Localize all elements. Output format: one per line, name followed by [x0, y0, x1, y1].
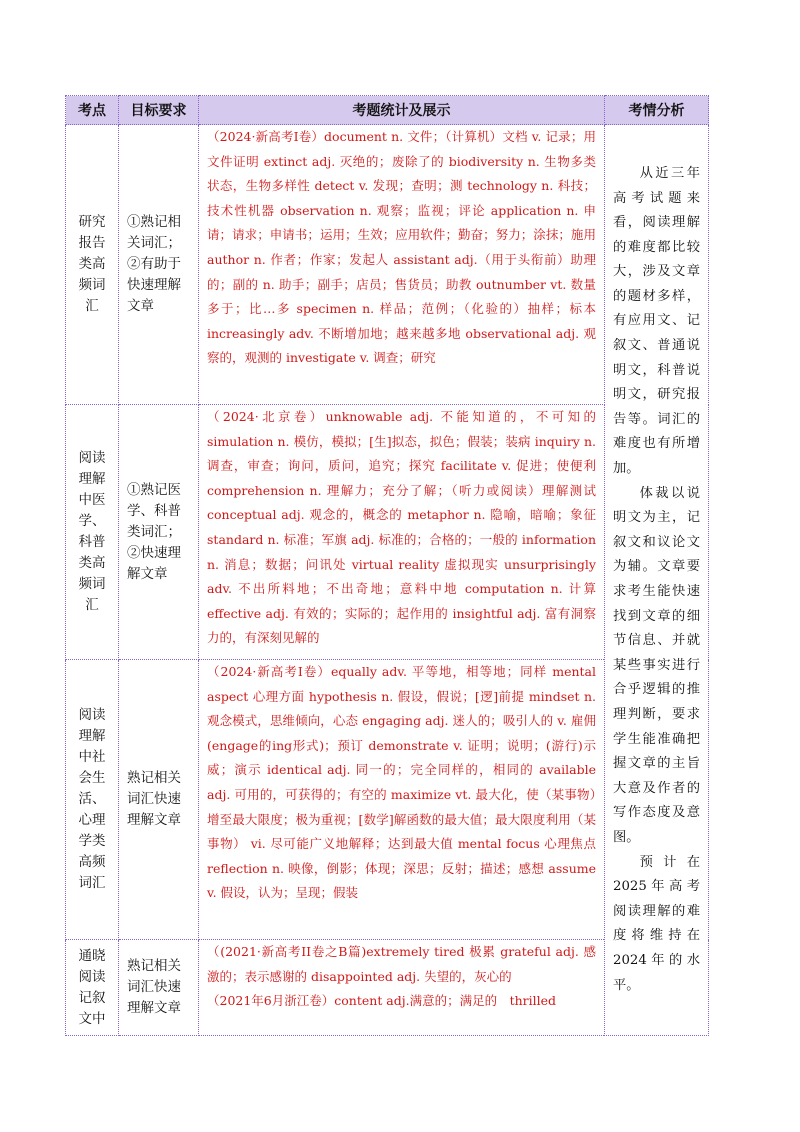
- vocabulary-analysis-table-area: [65, 95, 708, 1036]
- example-text: （2024·新高考Ⅰ卷）document n. 文件；（计算机）文档 v. 记录；用文件证明 extinct adj. 灭绝的；废除了的 biodiversity n. 生物多类状态，生物多样性 detect v. 发现；查明；测 technology n. 科技；技术性机器 observation n. 观察；监视；评论 application n. 申请；请求；申请书；运用；生效；应用软件；勤奋；努力；涂抹；施用 author n. 作者；作家；发起人 assistant adj.（用于头衔前）助理的；副的 n. 助手；副手；店员；售货员；助教 outnumber vt. 数量多于；比…多 specimen n. 样品；范例；（化验的）抽样；标本 increasingly adv. 不断增加地；越来越多地 observational adj. 观察的，观测的 investigate v. 调查；研究: [207, 129, 596, 366]
- topic-cell: 阅读理解中社会生活、心理学类高频词汇: [66, 660, 119, 940]
- table-row: [66, 125, 709, 405]
- goal-cell: 熟记相关词汇快速理解文章: [119, 660, 199, 940]
- header-row: [66, 96, 709, 125]
- topic-cell: 研究报告类高频词汇: [66, 125, 119, 405]
- vocabulary-analysis-table: [65, 95, 709, 1036]
- topic-cell: 阅读理解中医学、科普类高频词汇: [66, 405, 119, 660]
- examples-cell: [199, 940, 605, 1036]
- header-goal: 目标要求: [119, 96, 199, 125]
- header-examples: 考题统计及展示: [199, 96, 605, 125]
- analysis-cell: [605, 125, 709, 1036]
- example-text: （2024·北京卷）unknowable adj. 不能知道的，不可知的 simulation n. 模仿，模拟；[生]拟态，拟色；假装；装病 inquiry n. 调查，审查；询问，质问，追究；探究 facilitate v. 促进；使便利 comprehension n. 理解力；充分了解；（听力或阅读）理解测试 conceptual adj. 观念的，概念的 metaphor n. 隐喻，暗喻；象征 standard n. 标准；军旗 adj. 标准的；合格的；一般的 information n. 消息；数据；问讯处 virtual reality 虚拟现实 unsurprisingly adv. 不出所料地；不出奇地；意料中地 computation n. 计算 effective adj. 有效的；实际的；起作用的 insightful adj. 富有洞察力的，有深刻见解的: [207, 409, 596, 646]
- examples-cell: [199, 125, 605, 405]
- example-text: （2021年6月浙江卷）content adj.满意的；满足的 thrilled: [207, 993, 557, 1009]
- topic-cell: 通晓阅读记叙文中: [66, 940, 119, 1036]
- analysis-paragraph: 从近三年高考试题来看，阅读理解的难度都比较大，涉及文章的题材多样，有应用文、记叙文、普通说明文，科普说明文，研究报告等。词汇的难度也有所增加。: [613, 165, 700, 477]
- goal-cell: ①熟记相关词汇；②有助于快速理解文章: [119, 125, 199, 405]
- header-topic: 考点: [66, 96, 119, 125]
- goal-cell: 熟记相关词汇快速理解文章: [119, 940, 199, 1036]
- example-text: （2024·新高考Ⅰ卷）equally adv. 平等地，相等地；同样 mental aspect 心理方面 hypothesis n. 假设，假说；[逻]前提 mindset n. 观念模式，思维倾向，心态 engaging adj. 迷人的；吸引人的 v. 雇佣(engage的ing形式)；预订 demonstrate v. 证明；说明；(游行)示威；演示 identical adj. 同一的；完全同样的，相同的 available adj. 可用的，可获得的；有空的 maximize vt. 最大化，使（某事物）增至最大限度；极为重视；[数学]解函数的最大值；最大限度利用（某事物） vi. 尽可能广义地解释；达到最大值 mental focus 心理焦点 reflection n. 映像，倒影；体现；深思；反射；描述；感想 assume v. 假设，认为；呈现；假装: [207, 664, 596, 901]
- examples-cell: [199, 405, 605, 660]
- header-analysis: 考情分析: [605, 96, 709, 125]
- analysis-paragraph: 体裁以说明文为主，记叙文和议论文为辅。文章要求考生能快速找到文章的细节信息、并就某些事实进行合乎逻辑的推理判断，要求学生能准确把握文章的主旨大意及作者的写作态度及意图。: [613, 485, 700, 845]
- examples-cell: [199, 660, 605, 940]
- goal-cell: ①熟记医学、科普类词汇；②快速理解文章: [119, 405, 199, 660]
- analysis-paragraph: 预计在2025年高考阅读理解的难度将维持在2024年的水平。: [613, 854, 700, 993]
- example-text: （(2021·新高考II卷之B篇)extremely tired 极累 grateful adj. 感激的；表示感谢的 disappointed adj. 失望的，灰心的: [207, 944, 596, 984]
